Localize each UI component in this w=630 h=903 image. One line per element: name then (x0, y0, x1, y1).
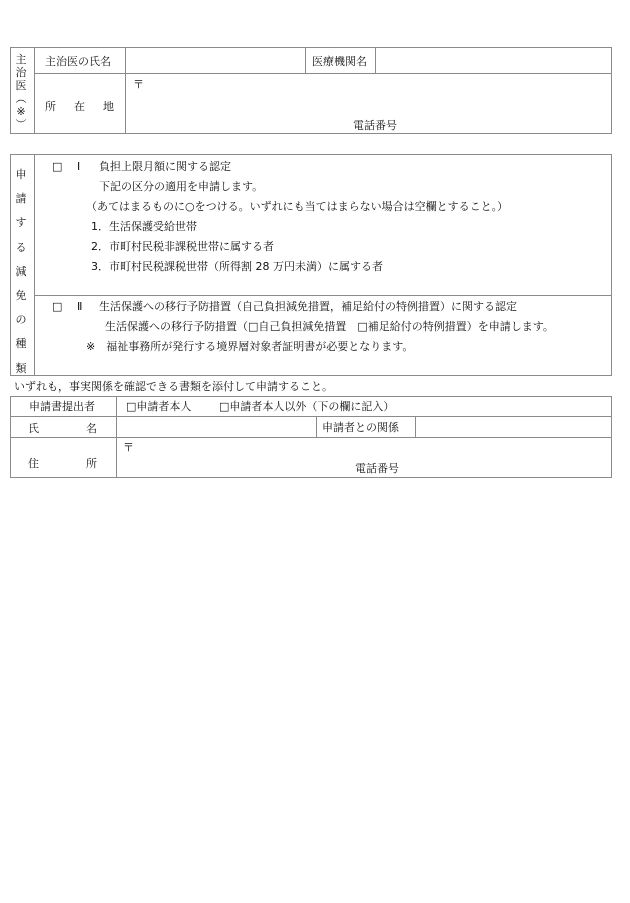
label-char: 在 (74, 100, 85, 113)
applicant-name-label (28, 420, 97, 436)
option1-numeral: Ⅰ (77, 160, 81, 173)
doctor-side-label (11, 53, 31, 131)
side-char: 治 (15, 66, 27, 79)
label-char: 住 (28, 457, 39, 470)
side-char: す (15, 216, 27, 230)
option1-title: 負担上限月額に関する認定 (99, 160, 231, 173)
label-char: 所 (45, 100, 56, 113)
instruction-text: いずれも，事実関係を確認できる書類を添付して申請すること。 (14, 380, 333, 393)
option2-title: 生活保護への移行予防措置（自己負担減免措置，補足給付の特例措置）に関する認定 (99, 300, 517, 313)
side-char: 請 (15, 192, 27, 206)
submitter-option-self[interactable]: □申請者本人 (126, 400, 192, 413)
divider (34, 47, 35, 134)
label-char: 所 (86, 457, 97, 470)
label-char: 名 (86, 422, 97, 435)
applicant-address-label (28, 455, 97, 471)
side-char: ︵ (15, 92, 27, 105)
applicant-name-field[interactable] (117, 417, 315, 437)
phone-label: 電話番号 (355, 462, 399, 475)
option1-item-2[interactable]: 2．市町村民税非課税世帯に属する者 (91, 240, 274, 253)
relation-label: 申請者との関係 (322, 421, 399, 434)
option1-line1: 下記の区分の適用を申請します。 (99, 180, 264, 193)
side-char: ※ (16, 105, 26, 118)
side-char: 免 (15, 289, 27, 303)
reduction-side-label (11, 163, 31, 381)
divider (34, 154, 35, 376)
side-char: 減 (15, 264, 27, 278)
side-char: る (15, 240, 27, 254)
label-char: 地 (103, 100, 114, 113)
side-char: ︶ (15, 118, 27, 131)
side-char: 種 (15, 337, 27, 351)
divider (305, 47, 306, 73)
divider (316, 416, 317, 437)
label-char: 氏 (28, 422, 39, 435)
submitter-label: 申請書提出者 (29, 400, 95, 413)
side-char: 主 (15, 53, 27, 66)
relation-field[interactable] (416, 417, 611, 437)
side-char: 医 (15, 79, 27, 92)
option2-numeral: Ⅱ (77, 300, 83, 313)
option1-note: （あてはまるものに○をつける。いずれにも当てはまらない場合は空欄とすること。） (86, 200, 509, 213)
option1-checkbox[interactable]: □ (52, 160, 63, 173)
postal-mark: 〒 (123, 441, 134, 454)
option1-item-1[interactable]: 1．生活保護受給世帯 (91, 220, 197, 233)
divider (34, 295, 612, 296)
side-char: 申 (15, 168, 27, 181)
option1-item-3[interactable]: 3．市町村民税課税世帯（所得割 28 万円未満）に属する者 (91, 260, 383, 273)
institution-label: 医療機関名 (312, 55, 367, 68)
option2-checkbox[interactable]: □ (52, 300, 63, 313)
doctor-name-field[interactable] (126, 48, 304, 73)
institution-field[interactable] (376, 48, 611, 73)
option2-note: ※ 福祉事務所が発行する境界層対象者証明書が必要となります。 (86, 340, 414, 353)
side-char: 類 (15, 361, 27, 375)
option2-line1[interactable]: 生活保護への移行予防措置（□自己負担減免措置 □補足給付の特例措置）を申請します。 (105, 320, 554, 333)
phone-label: 電話番号 (353, 119, 397, 132)
side-char: の (15, 313, 27, 327)
doctor-address-label (45, 98, 114, 114)
postal-mark: 〒 (133, 78, 144, 91)
submitter-option-other[interactable]: □申請者本人以外（下の欄に記入） (219, 400, 395, 413)
doctor-name-label: 主治医の氏名 (45, 55, 111, 68)
